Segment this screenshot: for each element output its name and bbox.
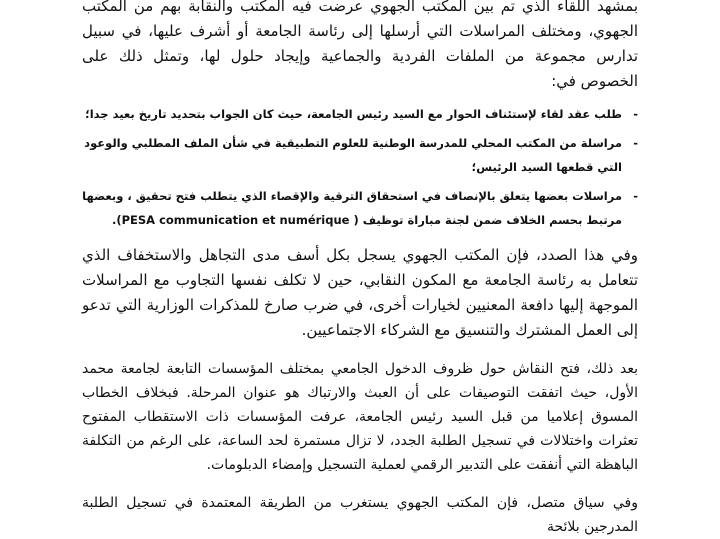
list-item bbox=[80, 102, 638, 126]
list-item-text: مراسلة من المكتب المحلي للمدرسة الوطنية للعلوم التطبيقية في شأن الملف المطلبي والوعود التي قطعها السيد الرئيس؛ bbox=[84, 136, 622, 174]
list-item-text: مراسلات بعضها يتعلق بالإنصاف في استحقاق الترقية والإقصاء الذي يتطلب فتح تحقيق ، وبعضها مرتبط بحسم الخلاف ضمن لجنة مباراة توظيف ( PESA communication et numérique). bbox=[82, 189, 622, 227]
list-item-text: طلب عقد لقاء لإستئناف الحوار مع السيد رئيس الجامعة، حيث كان الجواب بتحديد تاريخ بعيد جدا؛ bbox=[85, 107, 622, 121]
list-item bbox=[80, 131, 638, 179]
bullet-marker: - bbox=[633, 136, 638, 150]
paragraph-2: وفي هذا الصدد، فإن المكتب الجهوي يسجل بكل أسف مدى التجاهل والاستخفاف الذي تتعامل به رئاسة الجامعة مع المكون النقابي، حين لا تكلف نفسها التجاوب مع المراسلات الموجهة إليها دافعة المعنيين لخيارات أخرى، في ضرب صارخ للمذكرات الوزارية التي تدعو إلى العمل المشترك والتنسيق مع الشركاء الاجتماعيين. bbox=[82, 246, 638, 339]
intro-first-line: بمشهد اللقاء الذي تم بين المكتب الجهوي عرضت فيه المكتب والنقابة بهم من المكتب bbox=[82, 0, 638, 15]
list-item bbox=[80, 184, 638, 232]
bullet-marker: - bbox=[633, 189, 638, 203]
paragraph-3: بعد ذلك، فتح النقاش حول ظروف الدخول الجامعي بمختلف المؤسسات التابعة لجامعة محمد الأول، حيث اتفقت التوصيفات على أن العبث والارتباك هو عنوان المرحلة. فبخلاف الخطاب المسوق إعلاميا من قبل السيد رئيس الجامعة، عرفت المؤسسات ذات الاستقطاب المفتوح تعثرات واختلالات في تسجيل الطلبة الجدد، لا تزال مستمرة لحد الساعة، على الرغم من التكلفة الباهظة التي أنفقت على التدبير الرقمي لعملية التسجيل وإمضاء الدبلومات. bbox=[82, 361, 638, 473]
paragraph-4: وفي سياق متصل، فإن المكتب الجهوي يستغرب من الطريقة المعتمدة في تسجيل الطلبة المدرجين بلائحة bbox=[82, 495, 638, 535]
intro-paragraph bbox=[0, 0, 720, 94]
bullet-marker: - bbox=[633, 107, 638, 121]
issues-list bbox=[0, 102, 720, 232]
intro-rest: الجهوي، ومختلف المراسلات التي أرسلها إلى رئاسة الجامعة أو أشرف عليها، في سبيل تدارس مجموعة من الملفات الفردية والجماعية وإيجاد حلول لها، وتمثل ذلك على الخصوص في: bbox=[82, 22, 638, 90]
